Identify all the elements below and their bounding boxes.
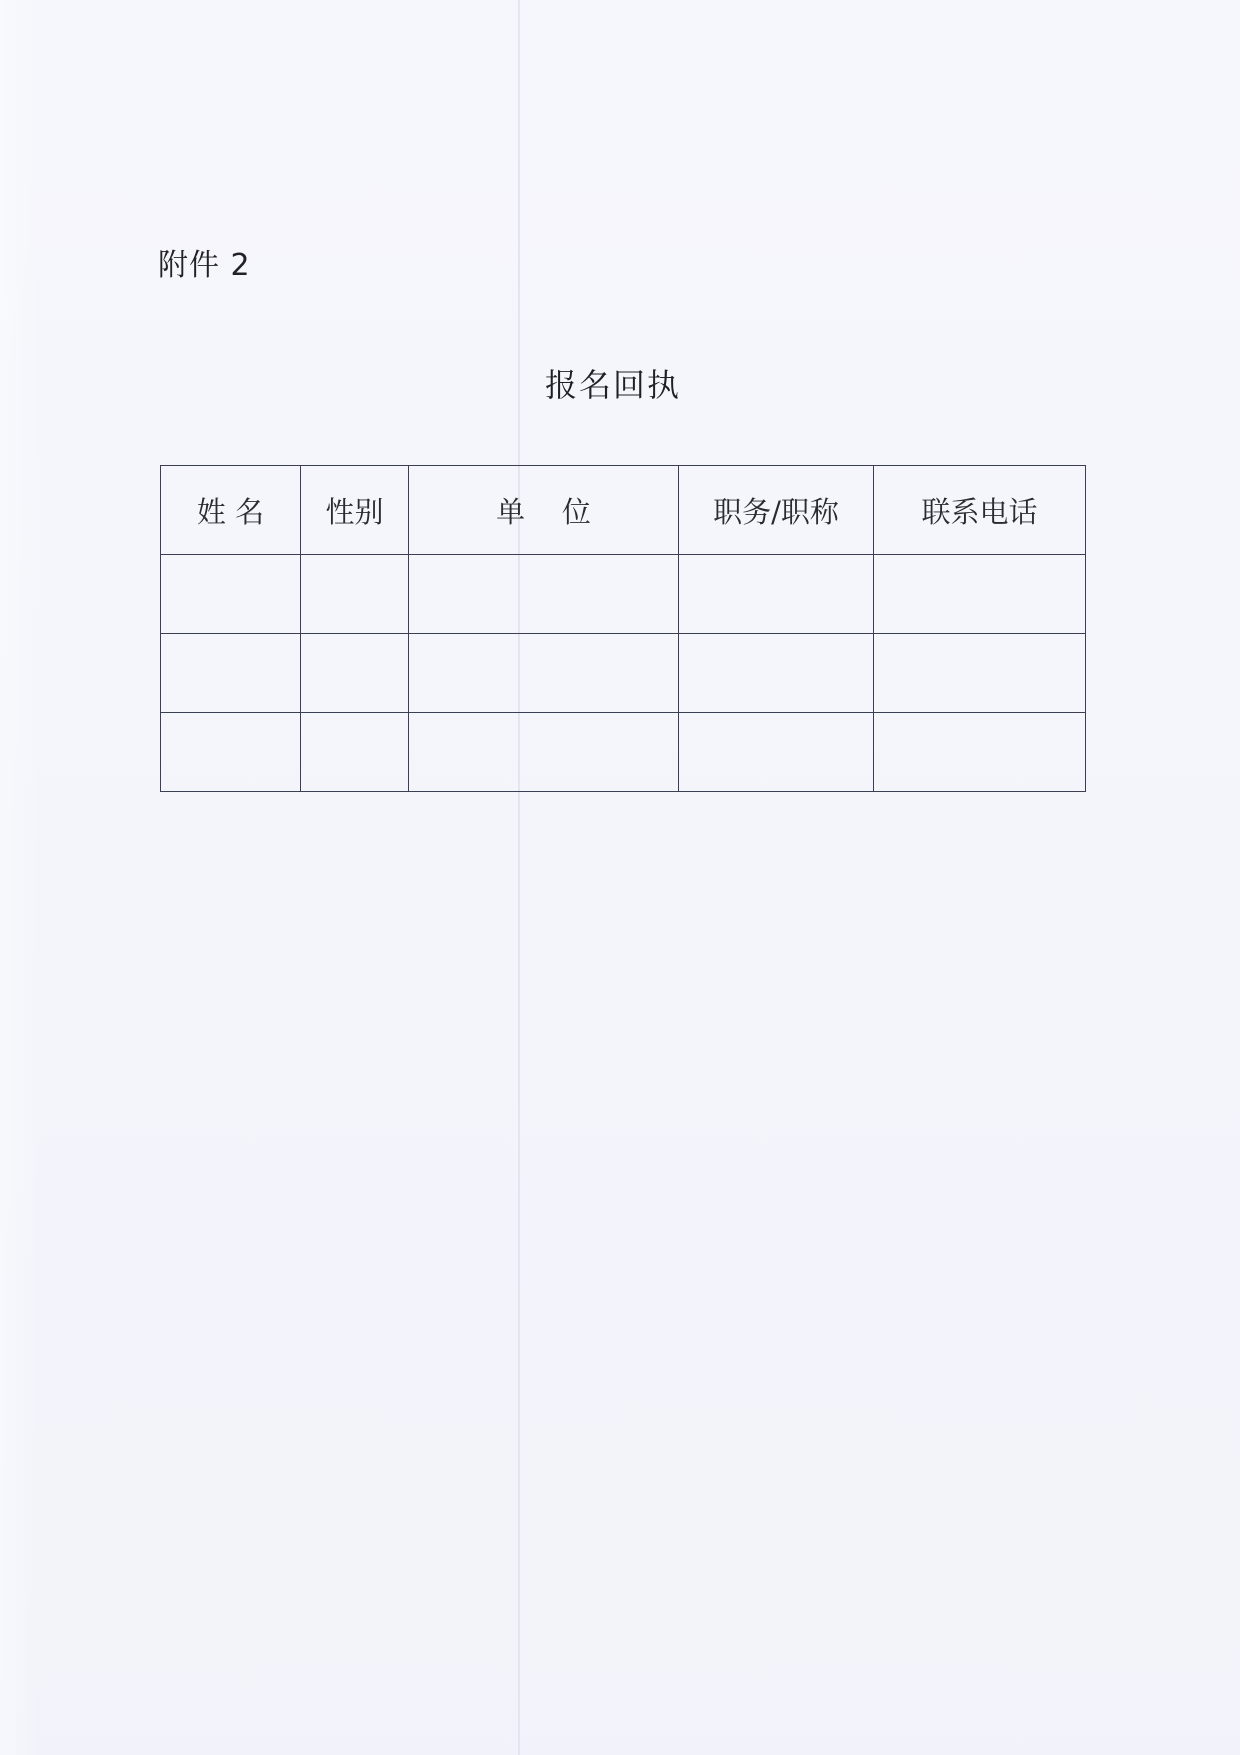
- table-cell: [161, 555, 301, 634]
- table-cell: [409, 713, 679, 792]
- table-header-row: [161, 466, 1086, 555]
- table-cell: [679, 713, 874, 792]
- table-row: [161, 713, 1086, 792]
- table-cell: [301, 555, 409, 634]
- header-name: 姓 名: [161, 466, 301, 555]
- table-cell: [161, 634, 301, 713]
- header-phone: 联系电话: [874, 466, 1086, 555]
- scan-fold-line: [518, 0, 520, 1755]
- table-cell: [874, 634, 1086, 713]
- table-row: [161, 634, 1086, 713]
- header-gender: 性别: [301, 466, 409, 555]
- header-organization: 单 位: [409, 466, 679, 555]
- table-cell: [679, 555, 874, 634]
- document-title: 报名回执: [544, 366, 681, 404]
- registration-table: [160, 465, 1086, 792]
- table-row: [161, 555, 1086, 634]
- attachment-label: 附件 2: [158, 248, 251, 283]
- table-cell: [301, 713, 409, 792]
- table-cell: [874, 713, 1086, 792]
- table-cell: [409, 634, 679, 713]
- table-cell: [409, 555, 679, 634]
- table-cell: [301, 634, 409, 713]
- header-position-title: 职务/职称: [679, 466, 874, 555]
- table-cell: [679, 634, 874, 713]
- table-cell: [874, 555, 1086, 634]
- table-cell: [161, 713, 301, 792]
